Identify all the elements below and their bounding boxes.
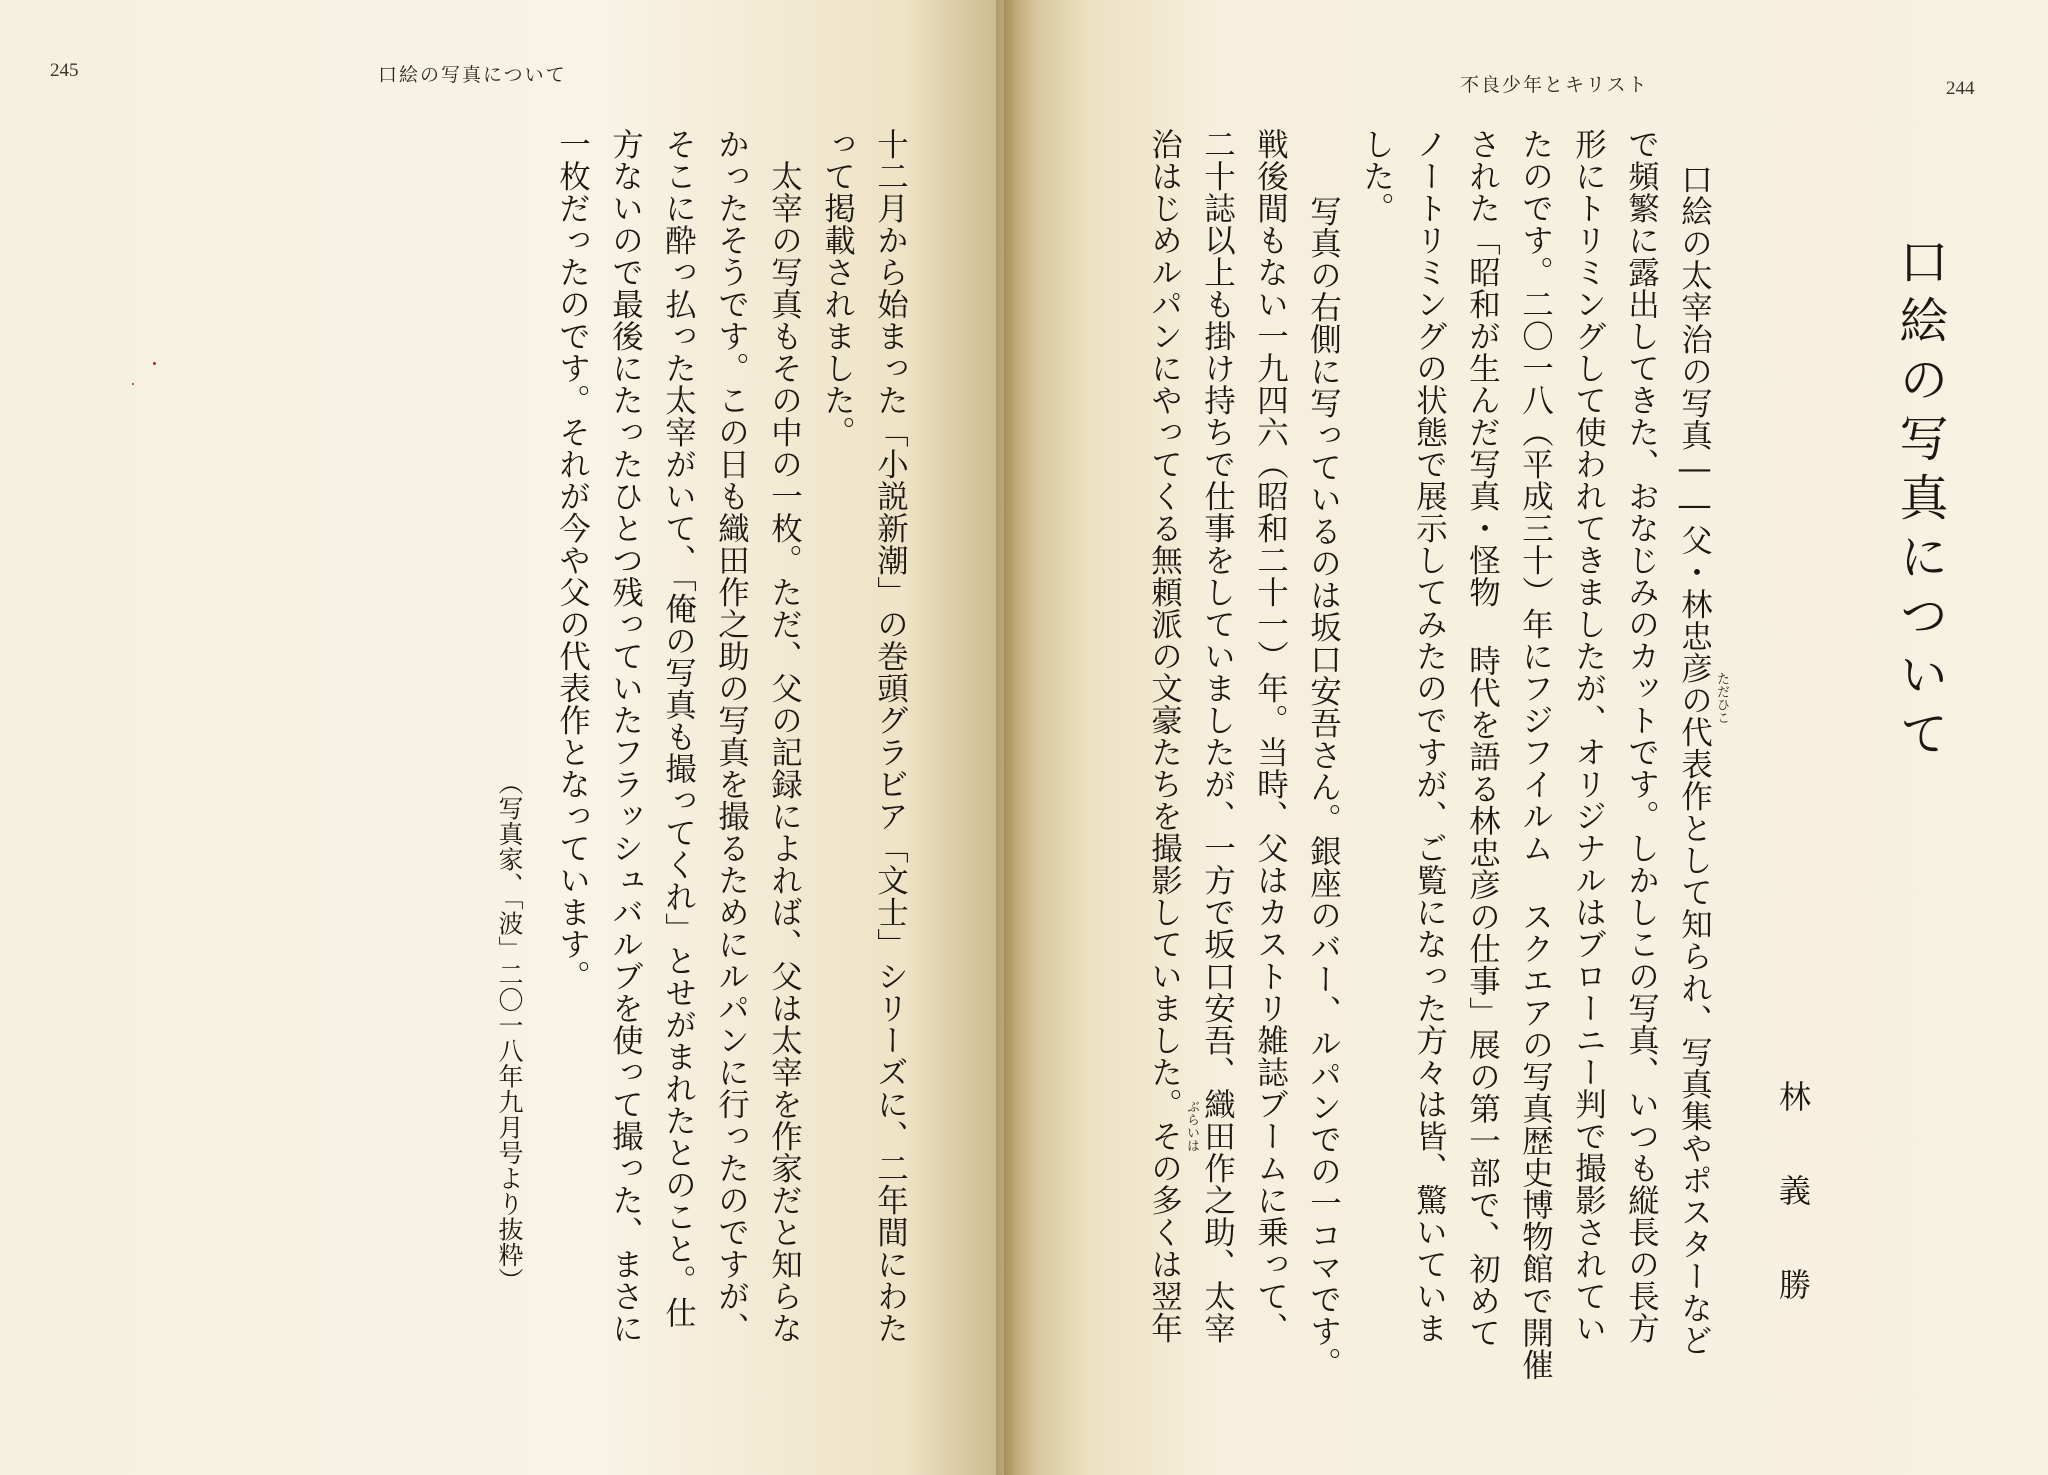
left-page-number: 245 [50, 60, 79, 81]
left-column-7: 一枚だったのです。それが今や父の代表作となっています。 [554, 128, 591, 992]
right-column-9: 戦後間もない一九四六（昭和二十一）年。当時、父はカストリ雑誌ブームに乗って、 [1252, 128, 1289, 1344]
ink-speck [153, 362, 156, 365]
right-column-11: 治はじめルパンにやってくる無頼派の文豪たちを撮影していました。その多くは翌年 [1146, 128, 1183, 1344]
right-column-4: たのです。二〇一八（平成三十）年にフジフイルム スクエアの写真歴史博物館で開催 [1517, 128, 1554, 1381]
right-column-2: で頻繁に露出してきた、おなじみのカットです。しかしこの写真、いつも縦長の長方 [1623, 128, 1660, 1344]
right-column-6: ノートリミングの状態で展示してみたのですが、ご覧になった方々は皆、驚いていま [1411, 128, 1448, 1344]
left-column-3: 太宰の写真もその中の一枚。ただ、父の記録によれば、父は太宰を作家だと知らな [766, 128, 803, 1344]
right-column-10: 二十誌以上も掛け持ちで仕事をしていましたが、一方で坂口安吾、織田作之助、太宰 [1199, 128, 1236, 1344]
right-column-7: した。 [1358, 128, 1395, 224]
right-running-head: 不良少年とキリスト [1460, 74, 1649, 96]
left-column-2: って掲載されました。 [819, 128, 856, 448]
left-column-6: 方ないので最後にたったひとつ残っていたフラッシュバルブを使って撮った、まさに [607, 128, 644, 1344]
right-column-8: 写真の右側に写っているのは坂口安吾さん。銀座のバー、ルパンでの一コマです。 [1305, 163, 1342, 1379]
furigana-buraiha: ぶらいは [1184, 1100, 1199, 1152]
essay-author: 林義勝 [1774, 1080, 1812, 1362]
right-column-5: された「昭和が生んだ写真・怪物 時代を語る林忠彦の仕事」展の第一部で、初めて [1464, 128, 1501, 1349]
right-page-number: 244 [1946, 78, 1975, 99]
source-note: （写真家、「波」二〇一八年九月号より抜粋） [495, 770, 524, 1293]
left-column-4: かったそうです。この日も織田作之助の写真を撮るためにルパンに行ったのですが、 [713, 128, 750, 1344]
right-column-1: 口絵の太宰治の写真――父・林忠彦の代表作として知られ、写真集やポスターなど [1676, 163, 1713, 1356]
left-column-1: 十二月から始まった「小説新潮」の巻頭グラビア「文士」シリーズに、二年間にわた [872, 128, 909, 1344]
left-column-5: そこに酔っ払った太宰がいて、「俺の写真も撮ってくれ」とせがまれたとのこと。仕 [660, 128, 697, 1329]
ink-speck [132, 383, 134, 385]
right-column-3: 形にトリミングして使われてきましたが、オリジナルはブローニー判で撮影されてい [1570, 128, 1607, 1344]
left-running-head: 口絵の写真について [378, 64, 567, 86]
essay-title: 口絵の写真について [1892, 236, 1949, 767]
furigana-tadahiko: ただひこ [1714, 672, 1729, 724]
book-gutter [996, 0, 1014, 1475]
